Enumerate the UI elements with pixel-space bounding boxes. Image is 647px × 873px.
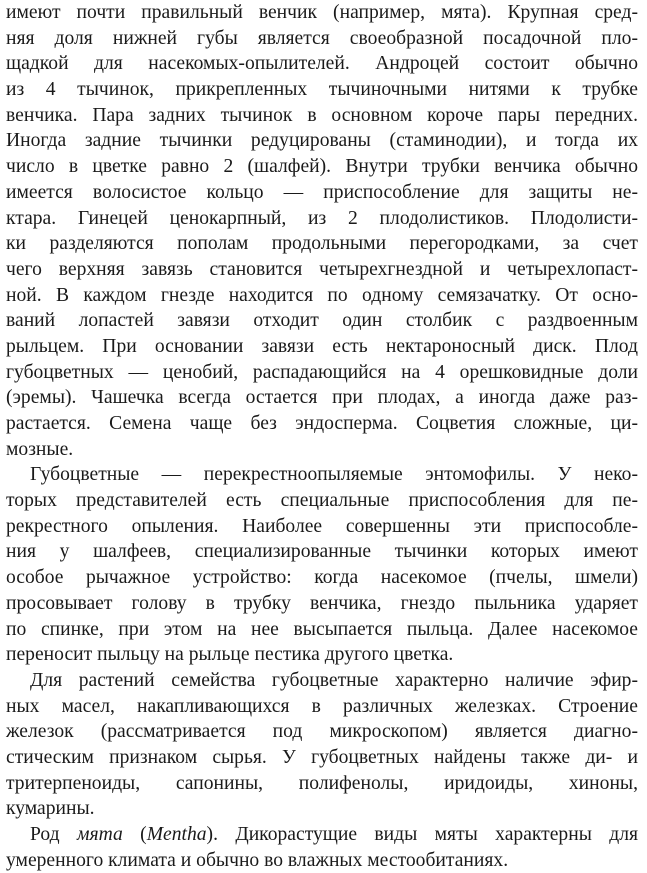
paragraph-1 (6, 0, 638, 462)
text-line: ния у шалфеев, специализированные тычинки которых имеют (6, 541, 638, 563)
text-line: торых представителей есть специальные приспособления для пе- (6, 490, 638, 512)
text-line: ваний лопастей завязи отходит один столбик с раздвоенным (6, 310, 638, 332)
text-line: чего верхняя завязь становится четырехгнездной и четырехлопаст- (6, 258, 638, 280)
text-line: щадкой для насекомых-опылителей. Андроцей состоит обычно (6, 53, 638, 75)
text-line: умеренного климата и обычно во влажных местообитаниях. (6, 849, 509, 871)
text-line: ктара. Гинецей ценокарпный, из 2 плодолистиков. Плодолисти- (6, 207, 638, 229)
text-line: железок (рассматривается под микроскопом) является диагно- (6, 721, 638, 743)
genus-name-latin: Mentha (146, 824, 207, 845)
text-line: (эремы). Чашечка всегда остается при плодах, а иногда даже раз- (6, 387, 638, 409)
document-page (6, 0, 638, 873)
text-line: тритерпеноиды, сапонины, полифенолы, иридоиды, хиноны, (6, 772, 638, 794)
text-line: Для растений семейства губоцветные характерно наличие эфир- (30, 669, 638, 691)
text-fragment: ( (122, 824, 147, 845)
genus-name-russian: мята (76, 824, 123, 845)
text-line: из 4 тычинок, прикрепленных тычиночными нитями к трубке (6, 79, 638, 101)
text-line: рыльцем. При основании завязи есть нектароносный диск. Плод (6, 335, 638, 357)
text-line: растается. Семена чаще без эндосперма. Соцветия сложные, ци- (6, 413, 638, 434)
text-line: Губоцветные — перекрестноопыляемые энтомофилы. У неко- (30, 464, 638, 486)
text-line: имеют почти правильный венчик (например, мята). Крупная сред- (6, 2, 638, 23)
text-line: стическим признаком сырья. У губоцветных найдены также ди- и (6, 746, 638, 768)
text-line: просовывает голову в трубку венчика, гнездо пыльника ударяет (6, 592, 638, 614)
text-line: переносит пыльцу на рыльце пестика другого цветка. (6, 644, 454, 666)
text-line: венчика. Пара задних тычинок в основном короче пары передних. (6, 104, 638, 126)
text-line: по спинке, при этом на нее высыпается пыльца. Далее насекомое (6, 618, 638, 640)
text-line: особое рычажное устройство: когда насекомое (пчелы, шмели) (6, 567, 638, 589)
text-line: рекрестного опыления. Наиболее совершенны эти приспособле- (6, 515, 638, 537)
text-line (6, 822, 638, 848)
text-line: кумарины. (6, 798, 95, 820)
text-fragment: ). Дикорастущие виды мяты характерны для (206, 824, 638, 845)
text-line: ки разделяются пополам продольными перегородками, за счет (6, 233, 638, 255)
text-line: няя доля нижней губы является своеобразной посадочной пло- (6, 27, 638, 49)
text-line: имеется волосистое кольцо — приспособление для защиты не- (6, 181, 638, 203)
paragraph-2 (6, 462, 638, 668)
text-line: число в цветке равно 2 (шалфей). Внутри трубки венчика обычно (6, 156, 638, 178)
text-line: губоцветных — ценобий, распадающийся на 4 орешковидные доли (6, 361, 638, 383)
text-line: ных масел, накапливающихся в различных железках. Строение (6, 695, 638, 717)
paragraph-4 (6, 822, 638, 873)
text-line: ной. В каждом гнезде находится по одному семязачатку. От осно- (6, 284, 638, 306)
text-line: Иногда задние тычинки редуцированы (стаминодии), и тогда их (6, 130, 638, 152)
text-fragment: Род (30, 824, 77, 845)
paragraph-3 (6, 668, 638, 822)
text-line: мозные. (6, 438, 74, 460)
